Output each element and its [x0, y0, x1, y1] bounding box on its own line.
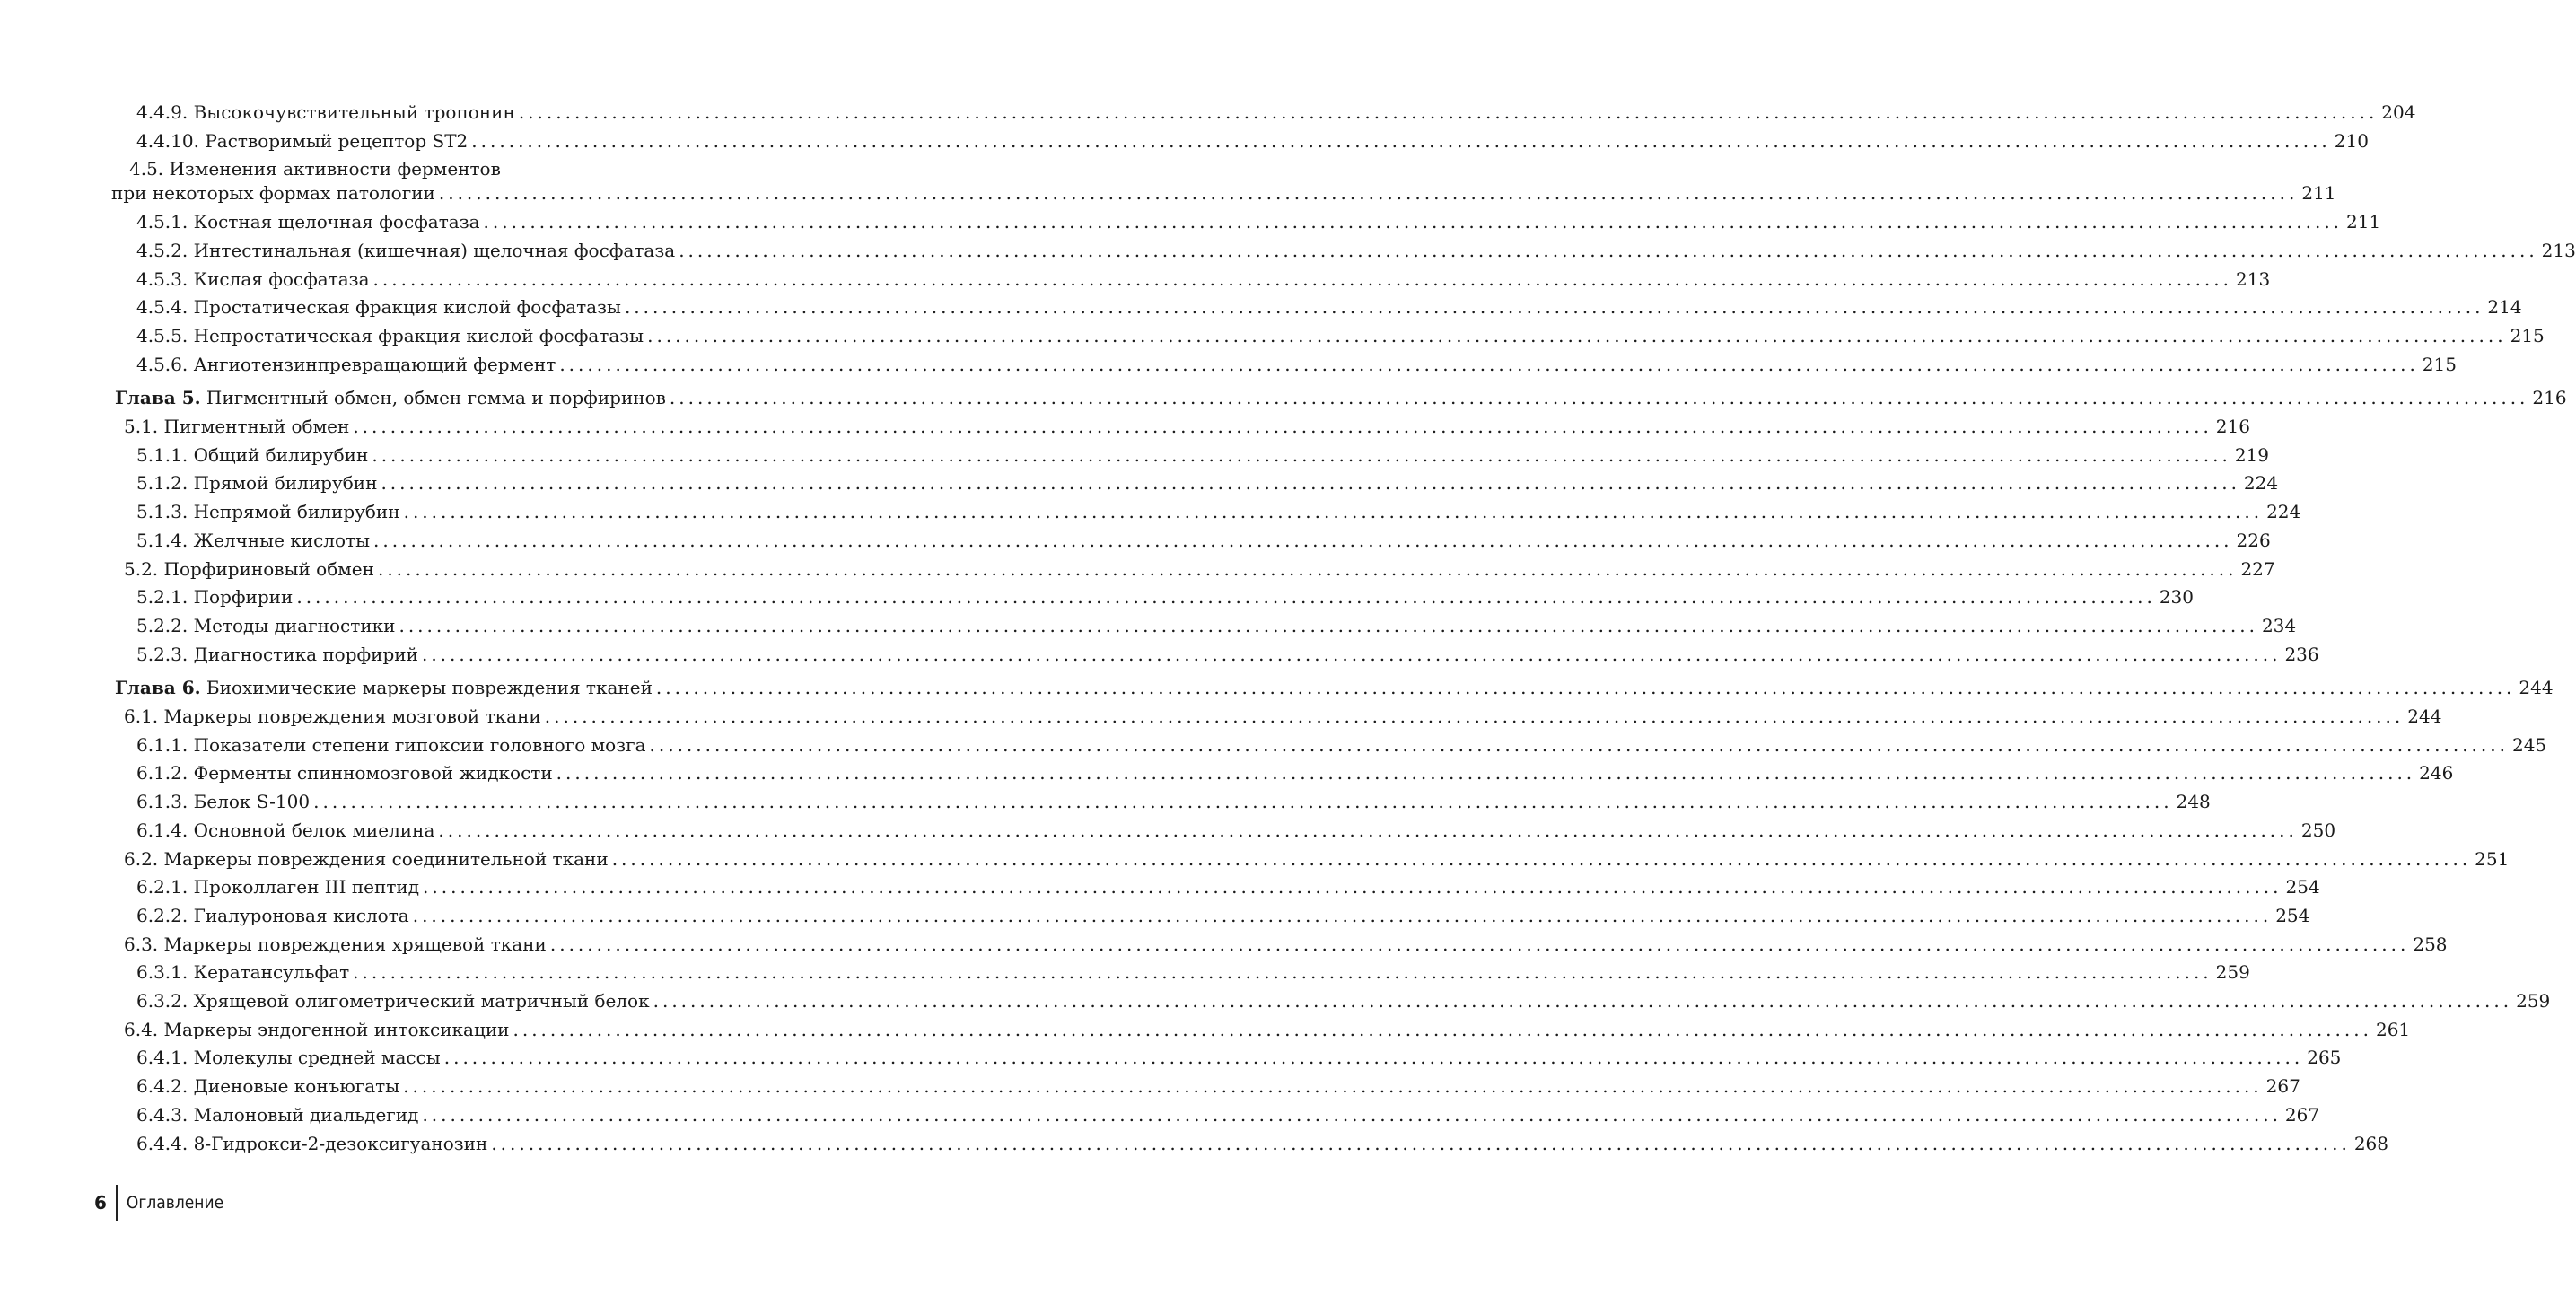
- toc-entry-title: [124, 931, 547, 958]
- toc-page-number: 213: [2236, 267, 2271, 290]
- section-title: 6.2.2. Гиалуроновая кислота: [136, 904, 409, 926]
- toc-entry-title: [136, 759, 553, 786]
- toc-entry[interactable]: [136, 612, 2297, 639]
- dot-leader: ........................................................................................................................................................................................................: [423, 876, 2282, 898]
- toc-entry[interactable]: [136, 237, 2576, 264]
- toc-page-number: 227: [2240, 557, 2275, 580]
- toc-entry[interactable]: [136, 208, 2381, 235]
- section-title: 6.4.1. Молекулы средней массы: [136, 1047, 441, 1069]
- dot-leader: ........................................................................................................................................................................................................: [655, 677, 2516, 699]
- toc-page-number: 248: [2176, 791, 2211, 813]
- section-title: 4.5.3. Кислая фосфатаза: [136, 267, 370, 290]
- toc-entry[interactable]: [136, 1130, 2388, 1157]
- dot-leader: ........................................................................................................................................................................................................: [421, 643, 2282, 665]
- toc-entry-title: [136, 987, 650, 1014]
- page-number: 6: [94, 1192, 107, 1214]
- toc-entry[interactable]: [136, 1044, 2342, 1071]
- section-title: 6.4. Маркеры эндогенной интоксикации: [124, 1018, 510, 1040]
- toc-entry[interactable]: [136, 873, 2320, 900]
- toc-page-number: 219: [2234, 443, 2270, 466]
- toc-entry[interactable]: [136, 127, 2369, 154]
- dot-leader: ........................................................................................................................................................................................................: [544, 706, 2405, 727]
- section-title: 4.5.5. Непростатическая фракция кислой фосфатазы: [136, 324, 644, 346]
- dot-leader: ........................................................................................................................................................................................................: [559, 353, 2419, 375]
- toc-entry[interactable]: [136, 817, 2336, 844]
- dot-leader: ........................................................................................................................................................................................................: [471, 129, 2331, 152]
- toc-entry[interactable]: [136, 1073, 2300, 1100]
- toc-page-number: 267: [2265, 1075, 2300, 1098]
- toc-entry-title: [136, 1130, 487, 1157]
- dot-leader: ........................................................................................................................................................................................................: [556, 762, 2416, 784]
- section-title: 5.2.1. Порфирии: [136, 586, 294, 609]
- toc-entry-title: [136, 442, 368, 469]
- dot-leader: ........................................................................................................................................................................................................: [483, 211, 2344, 233]
- toc-entry[interactable]: [136, 99, 2416, 126]
- chapter-title: Пигментный обмен, обмен гемма и порфиринов: [200, 387, 666, 409]
- dot-leader: ........................................................................................................................................................................................................: [679, 239, 2538, 261]
- toc-entry[interactable]: [124, 556, 2275, 583]
- dot-leader: ........................................................................................................................................................................................................: [372, 443, 2231, 466]
- toc-entry[interactable]: [111, 180, 2336, 206]
- dot-leader: ........................................................................................................................................................................................................: [412, 904, 2273, 926]
- section-title: 5.1.1. Общий билирубин: [136, 443, 369, 466]
- toc-entry-title: [136, 237, 675, 264]
- toc-page-number: 211: [2301, 182, 2336, 205]
- toc-page-number: 267: [2284, 1103, 2320, 1126]
- toc-entry-title: [124, 1016, 509, 1043]
- toc-entry-title: [136, 294, 621, 320]
- toc-page-number: 254: [2285, 876, 2320, 898]
- toc-entry-title: [124, 846, 609, 872]
- section-title: 4.5.2. Интестинальная (кишечная) щелочная фосфатаза: [136, 239, 676, 261]
- dot-leader: ........................................................................................................................................................................................................: [403, 1075, 2263, 1098]
- section-title: 4.5.1. Костная щелочная фосфатаза: [136, 211, 480, 233]
- toc-page-number: 204: [2381, 101, 2416, 123]
- toc-entry[interactable]: [136, 959, 2250, 986]
- section-title: при некоторых формах патологии: [111, 182, 435, 205]
- toc-page-number: 236: [2284, 643, 2319, 665]
- dot-leader: ........................................................................................................................................................................................................: [313, 791, 2173, 813]
- toc-page-number: 226: [2236, 529, 2271, 551]
- chapter-prefix: Глава 6.: [115, 677, 201, 699]
- toc-page-number: 210: [2334, 129, 2369, 152]
- section-title: 6.2. Маркеры повреждения соединительной ткани: [124, 847, 609, 870]
- toc-entry[interactable]: [136, 759, 2454, 786]
- toc-entry-title: [111, 180, 435, 206]
- toc-page-number: 224: [2243, 472, 2279, 495]
- toc-entry-title: [124, 556, 374, 583]
- toc-entry-title: [136, 127, 468, 154]
- dot-leader: ........................................................................................................................................................................................................: [653, 990, 2513, 1012]
- toc-entry[interactable]: [136, 442, 2270, 469]
- dot-leader: ........................................................................................................................................................................................................: [549, 933, 2410, 955]
- toc-entry-title: [136, 322, 644, 349]
- toc-entry-title: [136, 351, 556, 378]
- dot-leader: ........................................................................................................................................................................................................: [353, 961, 2212, 984]
- footer-divider: [116, 1185, 118, 1221]
- section-title: 6.3.1. Кератансульфат: [136, 961, 350, 984]
- toc-entry[interactable]: [136, 469, 2279, 496]
- toc-entry-title: [136, 583, 293, 610]
- toc-entry-title: [136, 732, 646, 758]
- toc-page-number: 259: [2215, 961, 2250, 984]
- toc-entry[interactable]: [136, 527, 2271, 554]
- section-title: 5.2.2. Методы диагностики: [136, 614, 396, 636]
- toc-page-number: 224: [2266, 501, 2301, 523]
- toc-entry-title: [124, 413, 349, 440]
- toc-entry-title: [136, 788, 310, 815]
- dot-leader: ........................................................................................................................................................................................................: [491, 1132, 2351, 1154]
- dot-leader: ........................................................................................................................................................................................................: [624, 296, 2484, 319]
- section-title: 6.4.2. Диеновые конъюгаты: [136, 1075, 400, 1098]
- toc-entry-title: [136, 612, 395, 639]
- section-title: 5.1. Пигментный обмен: [124, 416, 350, 437]
- section-title: 6.3. Маркеры повреждения хрящевой ткани: [124, 933, 547, 955]
- dot-leader: ........................................................................................................................................................................................................: [669, 387, 2529, 409]
- section-title: 4.4.9. Высокочувствительный тропонин: [136, 101, 515, 123]
- toc-entry[interactable]: [115, 674, 2554, 701]
- section-title: 5.2. Порфириновый обмен: [124, 557, 374, 580]
- toc-entry[interactable]: [124, 413, 2250, 440]
- chapter-title: Биохимические маркеры повреждения тканей: [200, 677, 653, 699]
- toc-entry[interactable]: [136, 322, 2545, 349]
- toc-entry-title: [115, 384, 666, 411]
- toc-page-number: 258: [2413, 933, 2448, 955]
- section-title: 4.4.10. Растворимый рецептор ST2: [136, 129, 469, 152]
- toc-page-number: 216: [2215, 416, 2250, 437]
- dot-leader: ........................................................................................................................................................................................................: [372, 267, 2232, 290]
- toc-entry-title: [136, 208, 480, 235]
- toc-page-number: 244: [2519, 677, 2554, 699]
- toc-entry[interactable]: [136, 583, 2195, 610]
- dot-leader: ........................................................................................................................................................................................................: [377, 557, 2238, 580]
- running-title: Оглавление: [126, 1193, 224, 1213]
- section-title: 6.3.2. Хрящевой олигометрический матричный белок: [136, 990, 650, 1012]
- toc-page-number: 250: [2300, 819, 2336, 841]
- toc-entry-title: [124, 703, 541, 730]
- section-title: 4.5.4. Простатическая фракция кислой фосфатазы: [136, 296, 621, 319]
- toc-page-number: 215: [2510, 324, 2545, 346]
- toc-entry[interactable]: [136, 902, 2310, 929]
- section-title: 6.1.3. Белок S-100: [136, 791, 311, 813]
- toc-entry-title: [136, 498, 400, 525]
- chapter-prefix: Глава 5.: [115, 387, 201, 409]
- dot-leader: ........................................................................................................................................................................................................: [443, 1047, 2304, 1069]
- dot-leader: ........................................................................................................................................................................................................: [296, 586, 2156, 609]
- dot-leader: ........................................................................................................................................................................................................: [403, 501, 2264, 523]
- toc-entry-title: [136, 959, 349, 986]
- section-title: 5.2.3. Диагностика порфирий: [136, 643, 418, 665]
- section-title: 6.1. Маркеры повреждения мозговой ткани: [124, 706, 541, 727]
- toc-entry-title: [136, 1044, 441, 1071]
- toc-entry-title: [136, 1073, 399, 1100]
- dot-leader: ........................................................................................................................................................................................................: [649, 733, 2509, 756]
- toc-page-number: 244: [2407, 706, 2442, 727]
- section-title: 6.1.2. Ферменты спинномозговой жидкости: [136, 762, 553, 784]
- dot-leader: ........................................................................................................................................................................................................: [518, 101, 2379, 123]
- toc-entry[interactable]: [124, 1016, 2411, 1043]
- toc-entry-title: [115, 674, 653, 701]
- toc-entry[interactable]: [136, 351, 2457, 378]
- toc-page-number: 216: [2532, 387, 2567, 409]
- toc-entry[interactable]: [136, 498, 2301, 525]
- toc-entry[interactable]: [136, 266, 2271, 293]
- toc-entry[interactable]: [124, 931, 2448, 958]
- toc-entry[interactable]: [124, 846, 2510, 872]
- toc-entry-title: [136, 641, 418, 668]
- toc-entry[interactable]: [136, 294, 2522, 320]
- section-title: 5.1.2. Прямой билирубин: [136, 472, 378, 495]
- toc-page-number: 259: [2516, 990, 2551, 1012]
- toc-page-number: 234: [2261, 614, 2297, 636]
- toc-entry[interactable]: [136, 1101, 2320, 1128]
- section-title: 5.1.4. Желчные кислоты: [136, 529, 371, 551]
- section-title: 5.1.3. Непрямой билирубин: [136, 501, 400, 523]
- toc-entry[interactable]: [136, 788, 2211, 815]
- toc-entry-title: [136, 902, 409, 929]
- toc-entry[interactable]: [136, 987, 2551, 1014]
- section-title: 6.1.4. Основной белок миелина: [136, 819, 435, 841]
- toc-entry-title-line: 4.5. Изменения активности ферментов: [129, 158, 501, 180]
- dot-leader: ........................................................................................................................................................................................................: [438, 819, 2298, 841]
- toc-page-number: 214: [2487, 296, 2522, 319]
- dot-leader: ........................................................................................................................................................................................................: [399, 614, 2258, 636]
- toc-page-number: 215: [2422, 353, 2457, 375]
- section-title: 6.4.4. 8-Гидрокси-2-дезоксигуанозин: [136, 1132, 488, 1154]
- toc-entry[interactable]: [136, 641, 2319, 668]
- section-title: 6.4.3. Малоновый диальдегид: [136, 1103, 419, 1126]
- toc-page-number: 268: [2353, 1132, 2388, 1154]
- toc-entry-title: [136, 1101, 418, 1128]
- toc-entry[interactable]: [115, 384, 2567, 411]
- toc-page-number: 254: [2275, 904, 2310, 926]
- toc-entry-title: [136, 817, 434, 844]
- toc-entry-title: [136, 99, 515, 126]
- dot-leader: ........................................................................................................................................................................................................: [513, 1018, 2372, 1040]
- toc-entry[interactable]: [124, 703, 2442, 730]
- dot-leader: ........................................................................................................................................................................................................: [373, 529, 2233, 551]
- dot-leader: ........................................................................................................................................................................................................: [438, 182, 2299, 205]
- dot-leader: ........................................................................................................................................................................................................: [381, 472, 2240, 495]
- page-footer: [94, 1185, 223, 1221]
- toc-entry-title: [136, 873, 419, 900]
- toc-entry-title: [136, 469, 377, 496]
- section-title: 6.1.1. Показатели степени гипоксии головного мозга: [136, 733, 646, 756]
- toc-page-number: 230: [2159, 586, 2195, 609]
- section-title: 6.2.1. Проколлаген III пептид: [136, 876, 420, 898]
- dot-leader: ........................................................................................................................................................................................................: [647, 324, 2507, 346]
- toc-entry[interactable]: [136, 732, 2547, 758]
- toc-page-number: 246: [2419, 762, 2454, 784]
- toc-page-number: 245: [2511, 733, 2547, 756]
- toc-page-number: 213: [2541, 239, 2576, 261]
- dot-leader: ........................................................................................................................................................................................................: [611, 847, 2472, 870]
- toc-page-number: 211: [2346, 211, 2381, 233]
- toc-entry-title: [136, 527, 370, 554]
- dot-leader: ........................................................................................................................................................................................................: [422, 1103, 2282, 1126]
- toc-page-number: 251: [2475, 847, 2510, 870]
- section-title: 4.5.6. Ангиотензинпревращающий фермент: [136, 353, 556, 375]
- toc-entry-title: [136, 266, 370, 293]
- toc-page-number: 261: [2375, 1018, 2411, 1040]
- dot-leader: ........................................................................................................................................................................................................: [353, 416, 2212, 437]
- toc-page-number: 265: [2307, 1047, 2342, 1069]
